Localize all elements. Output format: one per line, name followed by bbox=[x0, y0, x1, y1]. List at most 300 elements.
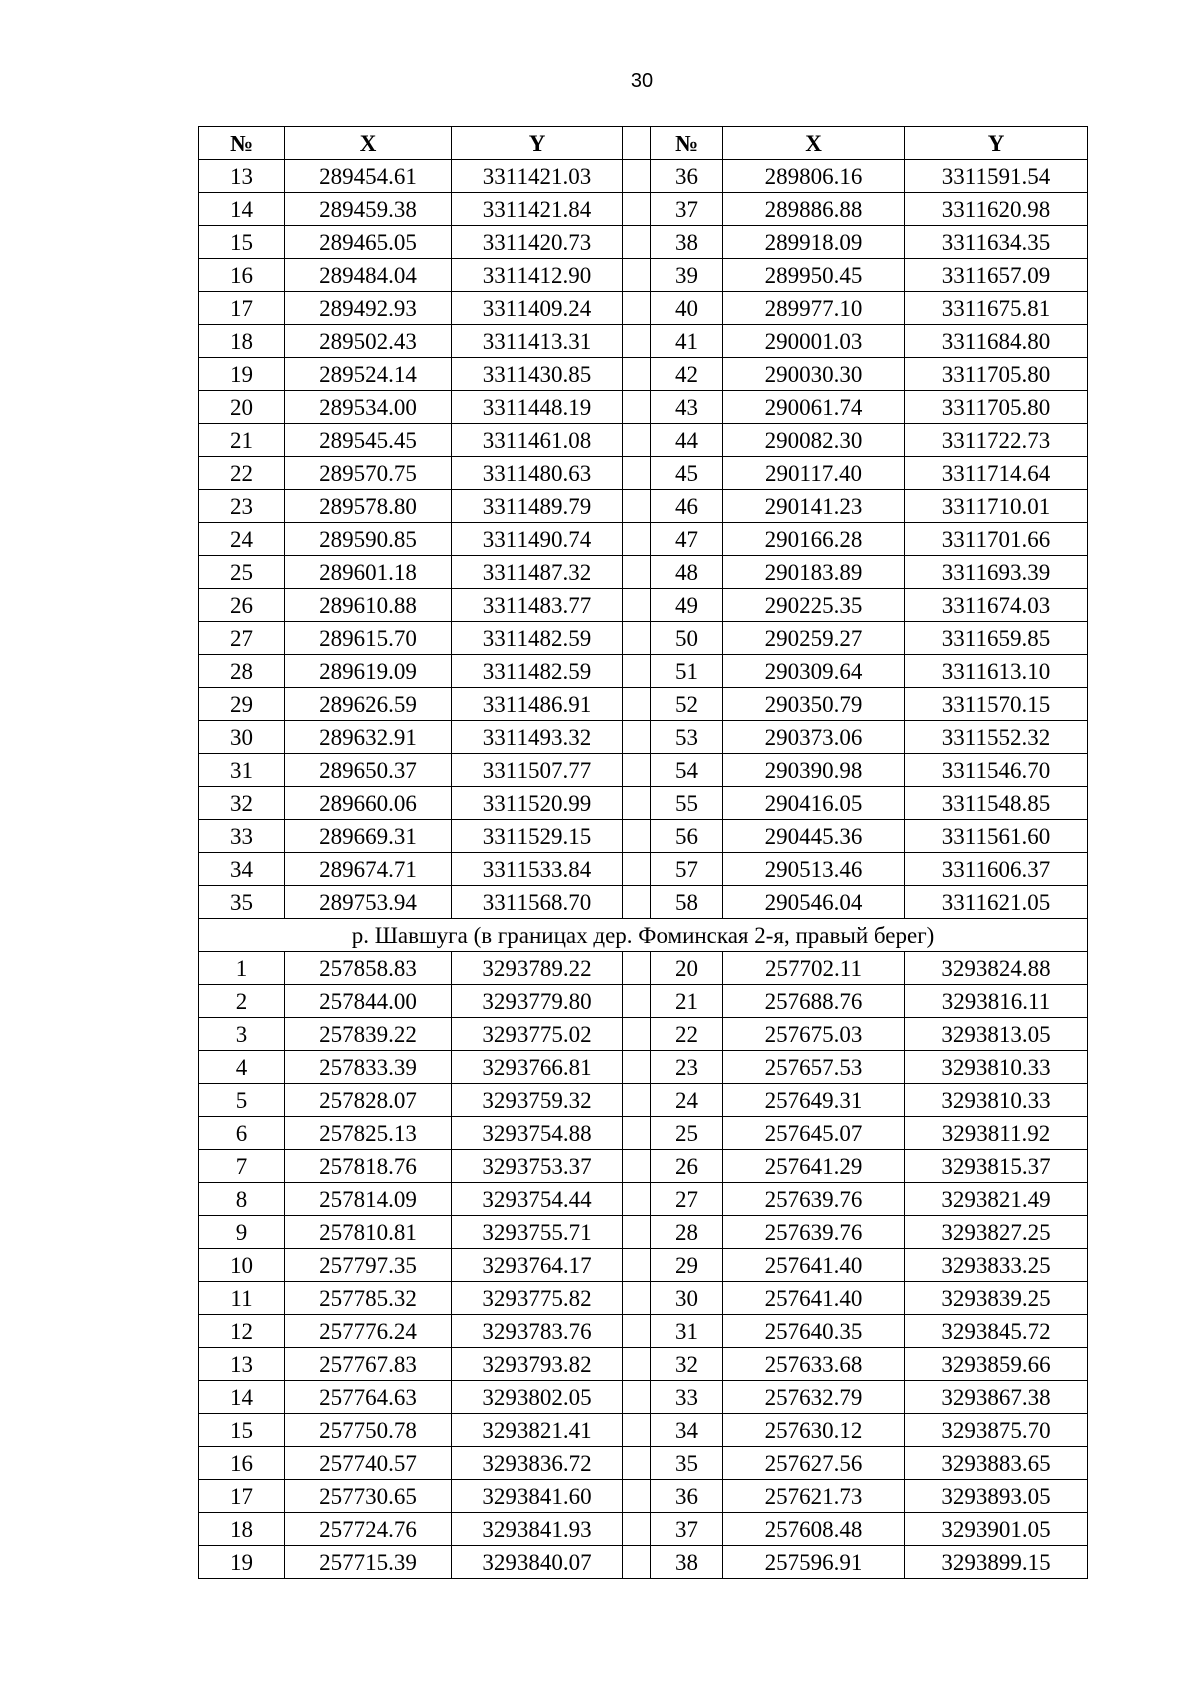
table-row bbox=[199, 655, 1088, 688]
y-left-cell: 3311421.03 bbox=[452, 160, 623, 193]
page-number: 30 bbox=[630, 70, 654, 92]
table-row bbox=[199, 1216, 1088, 1249]
x-right-cell: 290513.46 bbox=[723, 853, 905, 886]
column-gap bbox=[623, 589, 651, 622]
column-gap bbox=[623, 1249, 651, 1282]
point-number-right-cell: 47 bbox=[651, 523, 723, 556]
x-left-cell: 289632.91 bbox=[285, 721, 452, 754]
x-right-cell: 257608.48 bbox=[723, 1513, 905, 1546]
column-gap bbox=[623, 1117, 651, 1150]
y-right-cell: 3311701.66 bbox=[905, 523, 1088, 556]
point-number-left-cell: 13 bbox=[199, 1348, 285, 1381]
y-left-cell: 3311482.59 bbox=[452, 622, 623, 655]
column-gap bbox=[623, 1414, 651, 1447]
point-number-right-cell: 28 bbox=[651, 1216, 723, 1249]
x-right-cell: 289950.45 bbox=[723, 259, 905, 292]
table-row bbox=[199, 1051, 1088, 1084]
point-number-right-cell: 22 bbox=[651, 1018, 723, 1051]
table-row bbox=[199, 490, 1088, 523]
table-row bbox=[199, 622, 1088, 655]
point-number-right-cell: 20 bbox=[651, 952, 723, 985]
table-row bbox=[199, 424, 1088, 457]
column-gap bbox=[623, 655, 651, 688]
y-right-cell: 3293810.33 bbox=[905, 1051, 1088, 1084]
y-left-cell: 3293775.02 bbox=[452, 1018, 623, 1051]
point-number-left-cell: 25 bbox=[199, 556, 285, 589]
x-right-cell: 290225.35 bbox=[723, 589, 905, 622]
table-row bbox=[199, 358, 1088, 391]
point-number-left-cell: 26 bbox=[199, 589, 285, 622]
x-left-cell: 289502.43 bbox=[285, 325, 452, 358]
point-number-right-cell: 49 bbox=[651, 589, 723, 622]
column-gap bbox=[623, 1216, 651, 1249]
y-right-cell: 3311674.03 bbox=[905, 589, 1088, 622]
point-number-left-cell: 27 bbox=[199, 622, 285, 655]
point-number-right-cell: 23 bbox=[651, 1051, 723, 1084]
column-gap bbox=[623, 1051, 651, 1084]
column-gap bbox=[623, 391, 651, 424]
point-number-right-cell: 31 bbox=[651, 1315, 723, 1348]
y-right-cell: 3311548.85 bbox=[905, 787, 1088, 820]
column-gap bbox=[623, 820, 651, 853]
table-row bbox=[199, 688, 1088, 721]
y-left-cell: 3311493.32 bbox=[452, 721, 623, 754]
y-left-cell: 3293840.07 bbox=[452, 1546, 623, 1579]
x-left-cell: 289534.00 bbox=[285, 391, 452, 424]
point-number-right-cell: 57 bbox=[651, 853, 723, 886]
table-row bbox=[199, 787, 1088, 820]
x-right-cell: 290166.28 bbox=[723, 523, 905, 556]
column-gap bbox=[623, 193, 651, 226]
point-number-left-cell: 21 bbox=[199, 424, 285, 457]
y-right-cell: 3311620.98 bbox=[905, 193, 1088, 226]
point-number-left-cell: 6 bbox=[199, 1117, 285, 1150]
point-number-right-cell: 46 bbox=[651, 490, 723, 523]
point-number-right-cell: 38 bbox=[651, 226, 723, 259]
point-number-left-cell: 4 bbox=[199, 1051, 285, 1084]
point-number-right-cell: 50 bbox=[651, 622, 723, 655]
point-number-left-cell: 19 bbox=[199, 1546, 285, 1579]
table-row bbox=[199, 1381, 1088, 1414]
x-left-cell: 289615.70 bbox=[285, 622, 452, 655]
y-left-cell: 3311413.31 bbox=[452, 325, 623, 358]
y-left-cell: 3293759.32 bbox=[452, 1084, 623, 1117]
x-right-cell: 290061.74 bbox=[723, 391, 905, 424]
point-number-left-cell: 23 bbox=[199, 490, 285, 523]
point-number-right-cell: 33 bbox=[651, 1381, 723, 1414]
x-left-cell: 289650.37 bbox=[285, 754, 452, 787]
y-right-cell: 3311693.39 bbox=[905, 556, 1088, 589]
header-y-left: Y bbox=[452, 127, 623, 160]
point-number-left-cell: 11 bbox=[199, 1282, 285, 1315]
table-row bbox=[199, 820, 1088, 853]
x-right-cell: 290001.03 bbox=[723, 325, 905, 358]
x-right-cell: 257633.68 bbox=[723, 1348, 905, 1381]
x-right-cell: 257688.76 bbox=[723, 985, 905, 1018]
point-number-right-cell: 36 bbox=[651, 160, 723, 193]
point-number-right-cell: 42 bbox=[651, 358, 723, 391]
y-right-cell: 3311621.05 bbox=[905, 886, 1088, 919]
point-number-left-cell: 32 bbox=[199, 787, 285, 820]
block2-body bbox=[199, 952, 1088, 1579]
y-left-cell: 3293841.60 bbox=[452, 1480, 623, 1513]
point-number-right-cell: 34 bbox=[651, 1414, 723, 1447]
table-row bbox=[199, 721, 1088, 754]
y-right-cell: 3311634.35 bbox=[905, 226, 1088, 259]
x-left-cell: 257715.39 bbox=[285, 1546, 452, 1579]
y-right-cell: 3311552.32 bbox=[905, 721, 1088, 754]
point-number-left-cell: 9 bbox=[199, 1216, 285, 1249]
x-right-cell: 257641.29 bbox=[723, 1150, 905, 1183]
block1-body bbox=[199, 160, 1088, 919]
y-left-cell: 3293836.72 bbox=[452, 1447, 623, 1480]
column-gap bbox=[623, 1018, 651, 1051]
column-gap bbox=[623, 622, 651, 655]
x-right-cell: 290546.04 bbox=[723, 886, 905, 919]
x-left-cell: 289674.71 bbox=[285, 853, 452, 886]
x-left-cell: 257767.83 bbox=[285, 1348, 452, 1381]
y-left-cell: 3311533.84 bbox=[452, 853, 623, 886]
point-number-right-cell: 39 bbox=[651, 259, 723, 292]
x-left-cell: 257828.07 bbox=[285, 1084, 452, 1117]
x-left-cell: 289601.18 bbox=[285, 556, 452, 589]
column-gap bbox=[623, 985, 651, 1018]
y-right-cell: 3293810.33 bbox=[905, 1084, 1088, 1117]
x-right-cell: 289977.10 bbox=[723, 292, 905, 325]
y-right-cell: 3311561.60 bbox=[905, 820, 1088, 853]
point-number-right-cell: 55 bbox=[651, 787, 723, 820]
table-row bbox=[199, 985, 1088, 1018]
point-number-right-cell: 25 bbox=[651, 1117, 723, 1150]
x-left-cell: 289492.93 bbox=[285, 292, 452, 325]
y-left-cell: 3293753.37 bbox=[452, 1150, 623, 1183]
x-right-cell: 257657.53 bbox=[723, 1051, 905, 1084]
header-row bbox=[199, 127, 1088, 160]
x-left-cell: 289669.31 bbox=[285, 820, 452, 853]
table-row bbox=[199, 226, 1088, 259]
header-number-left: № bbox=[199, 127, 285, 160]
x-right-cell: 257632.79 bbox=[723, 1381, 905, 1414]
table-row bbox=[199, 160, 1088, 193]
point-number-right-cell: 43 bbox=[651, 391, 723, 424]
point-number-right-cell: 32 bbox=[651, 1348, 723, 1381]
point-number-right-cell: 45 bbox=[651, 457, 723, 490]
column-gap bbox=[623, 721, 651, 754]
column-gap bbox=[623, 1546, 651, 1579]
point-number-left-cell: 35 bbox=[199, 886, 285, 919]
y-left-cell: 3311568.70 bbox=[452, 886, 623, 919]
point-number-right-cell: 54 bbox=[651, 754, 723, 787]
x-left-cell: 289578.80 bbox=[285, 490, 452, 523]
y-right-cell: 3311710.01 bbox=[905, 490, 1088, 523]
column-gap bbox=[623, 259, 651, 292]
point-number-left-cell: 15 bbox=[199, 226, 285, 259]
y-left-cell: 3311490.74 bbox=[452, 523, 623, 556]
x-right-cell: 289918.09 bbox=[723, 226, 905, 259]
y-left-cell: 3293766.81 bbox=[452, 1051, 623, 1084]
point-number-left-cell: 12 bbox=[199, 1315, 285, 1348]
y-left-cell: 3293821.41 bbox=[452, 1414, 623, 1447]
column-gap bbox=[623, 358, 651, 391]
y-left-cell: 3311529.15 bbox=[452, 820, 623, 853]
table-row bbox=[199, 952, 1088, 985]
point-number-left-cell: 7 bbox=[199, 1150, 285, 1183]
x-right-cell: 289886.88 bbox=[723, 193, 905, 226]
header-x-left: X bbox=[285, 127, 452, 160]
x-left-cell: 257730.65 bbox=[285, 1480, 452, 1513]
column-gap bbox=[623, 853, 651, 886]
column-gap bbox=[623, 325, 651, 358]
x-left-cell: 257833.39 bbox=[285, 1051, 452, 1084]
column-gap bbox=[623, 688, 651, 721]
column-gap bbox=[623, 1183, 651, 1216]
x-left-cell: 289590.85 bbox=[285, 523, 452, 556]
point-number-right-cell: 52 bbox=[651, 688, 723, 721]
y-right-cell: 3293901.05 bbox=[905, 1513, 1088, 1546]
y-right-cell: 3293859.66 bbox=[905, 1348, 1088, 1381]
table-row bbox=[199, 1084, 1088, 1117]
point-number-right-cell: 37 bbox=[651, 1513, 723, 1546]
x-left-cell: 289454.61 bbox=[285, 160, 452, 193]
x-right-cell: 257649.31 bbox=[723, 1084, 905, 1117]
y-right-cell: 3311684.80 bbox=[905, 325, 1088, 358]
y-left-cell: 3311482.59 bbox=[452, 655, 623, 688]
x-right-cell: 290259.27 bbox=[723, 622, 905, 655]
x-left-cell: 289484.04 bbox=[285, 259, 452, 292]
y-right-cell: 3293821.49 bbox=[905, 1183, 1088, 1216]
x-left-cell: 289619.09 bbox=[285, 655, 452, 688]
y-right-cell: 3293833.25 bbox=[905, 1249, 1088, 1282]
point-number-left-cell: 20 bbox=[199, 391, 285, 424]
point-number-left-cell: 30 bbox=[199, 721, 285, 754]
y-right-cell: 3293867.38 bbox=[905, 1381, 1088, 1414]
point-number-left-cell: 17 bbox=[199, 292, 285, 325]
column-gap bbox=[623, 1381, 651, 1414]
y-left-cell: 3311486.91 bbox=[452, 688, 623, 721]
point-number-left-cell: 16 bbox=[199, 259, 285, 292]
x-right-cell: 257640.35 bbox=[723, 1315, 905, 1348]
column-gap bbox=[623, 1480, 651, 1513]
x-right-cell: 257630.12 bbox=[723, 1414, 905, 1447]
header-x-right: X bbox=[723, 127, 905, 160]
x-left-cell: 257825.13 bbox=[285, 1117, 452, 1150]
x-right-cell: 290350.79 bbox=[723, 688, 905, 721]
column-gap bbox=[623, 1513, 651, 1546]
y-left-cell: 3311487.32 bbox=[452, 556, 623, 589]
point-number-right-cell: 38 bbox=[651, 1546, 723, 1579]
y-left-cell: 3311409.24 bbox=[452, 292, 623, 325]
point-number-left-cell: 33 bbox=[199, 820, 285, 853]
point-number-left-cell: 18 bbox=[199, 325, 285, 358]
table-row bbox=[199, 1348, 1088, 1381]
x-right-cell: 290117.40 bbox=[723, 457, 905, 490]
point-number-left-cell: 17 bbox=[199, 1480, 285, 1513]
point-number-right-cell: 41 bbox=[651, 325, 723, 358]
x-left-cell: 289459.38 bbox=[285, 193, 452, 226]
table-row bbox=[199, 1183, 1088, 1216]
y-right-cell: 3311657.09 bbox=[905, 259, 1088, 292]
y-right-cell: 3311722.73 bbox=[905, 424, 1088, 457]
table-row bbox=[199, 325, 1088, 358]
column-gap bbox=[623, 754, 651, 787]
point-number-left-cell: 18 bbox=[199, 1513, 285, 1546]
table-row bbox=[199, 259, 1088, 292]
point-number-right-cell: 44 bbox=[651, 424, 723, 457]
column-gap bbox=[623, 292, 651, 325]
column-gap bbox=[623, 523, 651, 556]
y-right-cell: 3293845.72 bbox=[905, 1315, 1088, 1348]
y-left-cell: 3293789.22 bbox=[452, 952, 623, 985]
point-number-right-cell: 35 bbox=[651, 1447, 723, 1480]
y-right-cell: 3293824.88 bbox=[905, 952, 1088, 985]
point-number-left-cell: 3 bbox=[199, 1018, 285, 1051]
y-left-cell: 3311461.08 bbox=[452, 424, 623, 457]
x-left-cell: 257844.00 bbox=[285, 985, 452, 1018]
x-right-cell: 290373.06 bbox=[723, 721, 905, 754]
table-row bbox=[199, 523, 1088, 556]
y-left-cell: 3293841.93 bbox=[452, 1513, 623, 1546]
y-right-cell: 3293893.05 bbox=[905, 1480, 1088, 1513]
table-row bbox=[199, 1282, 1088, 1315]
x-left-cell: 257818.76 bbox=[285, 1150, 452, 1183]
y-left-cell: 3311430.85 bbox=[452, 358, 623, 391]
point-number-right-cell: 37 bbox=[651, 193, 723, 226]
table-row bbox=[199, 391, 1088, 424]
y-right-cell: 3311714.64 bbox=[905, 457, 1088, 490]
column-gap bbox=[623, 457, 651, 490]
x-left-cell: 257776.24 bbox=[285, 1315, 452, 1348]
x-right-cell: 290183.89 bbox=[723, 556, 905, 589]
point-number-right-cell: 48 bbox=[651, 556, 723, 589]
point-number-right-cell: 58 bbox=[651, 886, 723, 919]
point-number-right-cell: 24 bbox=[651, 1084, 723, 1117]
x-right-cell: 290309.64 bbox=[723, 655, 905, 688]
point-number-right-cell: 40 bbox=[651, 292, 723, 325]
x-left-cell: 289610.88 bbox=[285, 589, 452, 622]
y-right-cell: 3293816.11 bbox=[905, 985, 1088, 1018]
point-number-left-cell: 5 bbox=[199, 1084, 285, 1117]
section-title: р. Шавшуга (в границах дер. Фоминская 2-я, правый берег) bbox=[199, 919, 1088, 952]
y-right-cell: 3293839.25 bbox=[905, 1282, 1088, 1315]
y-right-cell: 3311570.15 bbox=[905, 688, 1088, 721]
x-right-cell: 290390.98 bbox=[723, 754, 905, 787]
x-left-cell: 289524.14 bbox=[285, 358, 452, 391]
point-number-left-cell: 10 bbox=[199, 1249, 285, 1282]
y-left-cell: 3293775.82 bbox=[452, 1282, 623, 1315]
x-right-cell: 257641.40 bbox=[723, 1249, 905, 1282]
y-right-cell: 3293883.65 bbox=[905, 1447, 1088, 1480]
table-row bbox=[199, 1513, 1088, 1546]
point-number-right-cell: 51 bbox=[651, 655, 723, 688]
point-number-right-cell: 29 bbox=[651, 1249, 723, 1282]
table-row bbox=[199, 754, 1088, 787]
x-left-cell: 289545.45 bbox=[285, 424, 452, 457]
x-right-cell: 257639.76 bbox=[723, 1216, 905, 1249]
point-number-left-cell: 29 bbox=[199, 688, 285, 721]
table-row bbox=[199, 1018, 1088, 1051]
y-right-cell: 3311705.80 bbox=[905, 358, 1088, 391]
header-y-right: Y bbox=[905, 127, 1088, 160]
x-left-cell: 257797.35 bbox=[285, 1249, 452, 1282]
x-right-cell: 290445.36 bbox=[723, 820, 905, 853]
y-right-cell: 3311659.85 bbox=[905, 622, 1088, 655]
column-gap bbox=[623, 1282, 651, 1315]
y-right-cell: 3293815.37 bbox=[905, 1150, 1088, 1183]
x-right-cell: 290082.30 bbox=[723, 424, 905, 457]
point-number-left-cell: 34 bbox=[199, 853, 285, 886]
y-right-cell: 3311606.37 bbox=[905, 853, 1088, 886]
point-number-right-cell: 21 bbox=[651, 985, 723, 1018]
x-left-cell: 257764.63 bbox=[285, 1381, 452, 1414]
table-row bbox=[199, 853, 1088, 886]
column-gap bbox=[623, 1315, 651, 1348]
y-right-cell: 3293875.70 bbox=[905, 1414, 1088, 1447]
point-number-right-cell: 27 bbox=[651, 1183, 723, 1216]
y-left-cell: 3311448.19 bbox=[452, 391, 623, 424]
table-row bbox=[199, 1117, 1088, 1150]
x-right-cell: 257627.56 bbox=[723, 1447, 905, 1480]
y-right-cell: 3293813.05 bbox=[905, 1018, 1088, 1051]
table-row bbox=[199, 193, 1088, 226]
point-number-right-cell: 53 bbox=[651, 721, 723, 754]
y-right-cell: 3293827.25 bbox=[905, 1216, 1088, 1249]
column-gap bbox=[623, 127, 651, 160]
x-left-cell: 257750.78 bbox=[285, 1414, 452, 1447]
table-row bbox=[199, 457, 1088, 490]
y-left-cell: 3293779.80 bbox=[452, 985, 623, 1018]
column-gap bbox=[623, 226, 651, 259]
x-right-cell: 257675.03 bbox=[723, 1018, 905, 1051]
x-left-cell: 289570.75 bbox=[285, 457, 452, 490]
point-number-left-cell: 19 bbox=[199, 358, 285, 391]
column-gap bbox=[623, 1447, 651, 1480]
x-left-cell: 289465.05 bbox=[285, 226, 452, 259]
x-left-cell: 257740.57 bbox=[285, 1447, 452, 1480]
y-left-cell: 3293783.76 bbox=[452, 1315, 623, 1348]
point-number-right-cell: 36 bbox=[651, 1480, 723, 1513]
point-number-left-cell: 31 bbox=[199, 754, 285, 787]
y-right-cell: 3311546.70 bbox=[905, 754, 1088, 787]
x-right-cell: 257641.40 bbox=[723, 1282, 905, 1315]
column-gap bbox=[623, 556, 651, 589]
table-row bbox=[199, 886, 1088, 919]
point-number-left-cell: 14 bbox=[199, 1381, 285, 1414]
point-number-left-cell: 13 bbox=[199, 160, 285, 193]
y-right-cell: 3293811.92 bbox=[905, 1117, 1088, 1150]
y-right-cell: 3293899.15 bbox=[905, 1546, 1088, 1579]
y-left-cell: 3311483.77 bbox=[452, 589, 623, 622]
table-row bbox=[199, 1414, 1088, 1447]
y-left-cell: 3311480.63 bbox=[452, 457, 623, 490]
x-left-cell: 289660.06 bbox=[285, 787, 452, 820]
x-right-cell: 290030.30 bbox=[723, 358, 905, 391]
table-row bbox=[199, 1447, 1088, 1480]
x-left-cell: 257810.81 bbox=[285, 1216, 452, 1249]
table-row bbox=[199, 1546, 1088, 1579]
y-left-cell: 3311507.77 bbox=[452, 754, 623, 787]
y-left-cell: 3293755.71 bbox=[452, 1216, 623, 1249]
point-number-left-cell: 1 bbox=[199, 952, 285, 985]
table-row bbox=[199, 1315, 1088, 1348]
x-right-cell: 289806.16 bbox=[723, 160, 905, 193]
x-left-cell: 257785.32 bbox=[285, 1282, 452, 1315]
column-gap bbox=[623, 886, 651, 919]
y-left-cell: 3311421.84 bbox=[452, 193, 623, 226]
y-left-cell: 3311520.99 bbox=[452, 787, 623, 820]
y-left-cell: 3293754.88 bbox=[452, 1117, 623, 1150]
x-right-cell: 290141.23 bbox=[723, 490, 905, 523]
y-left-cell: 3311489.79 bbox=[452, 490, 623, 523]
